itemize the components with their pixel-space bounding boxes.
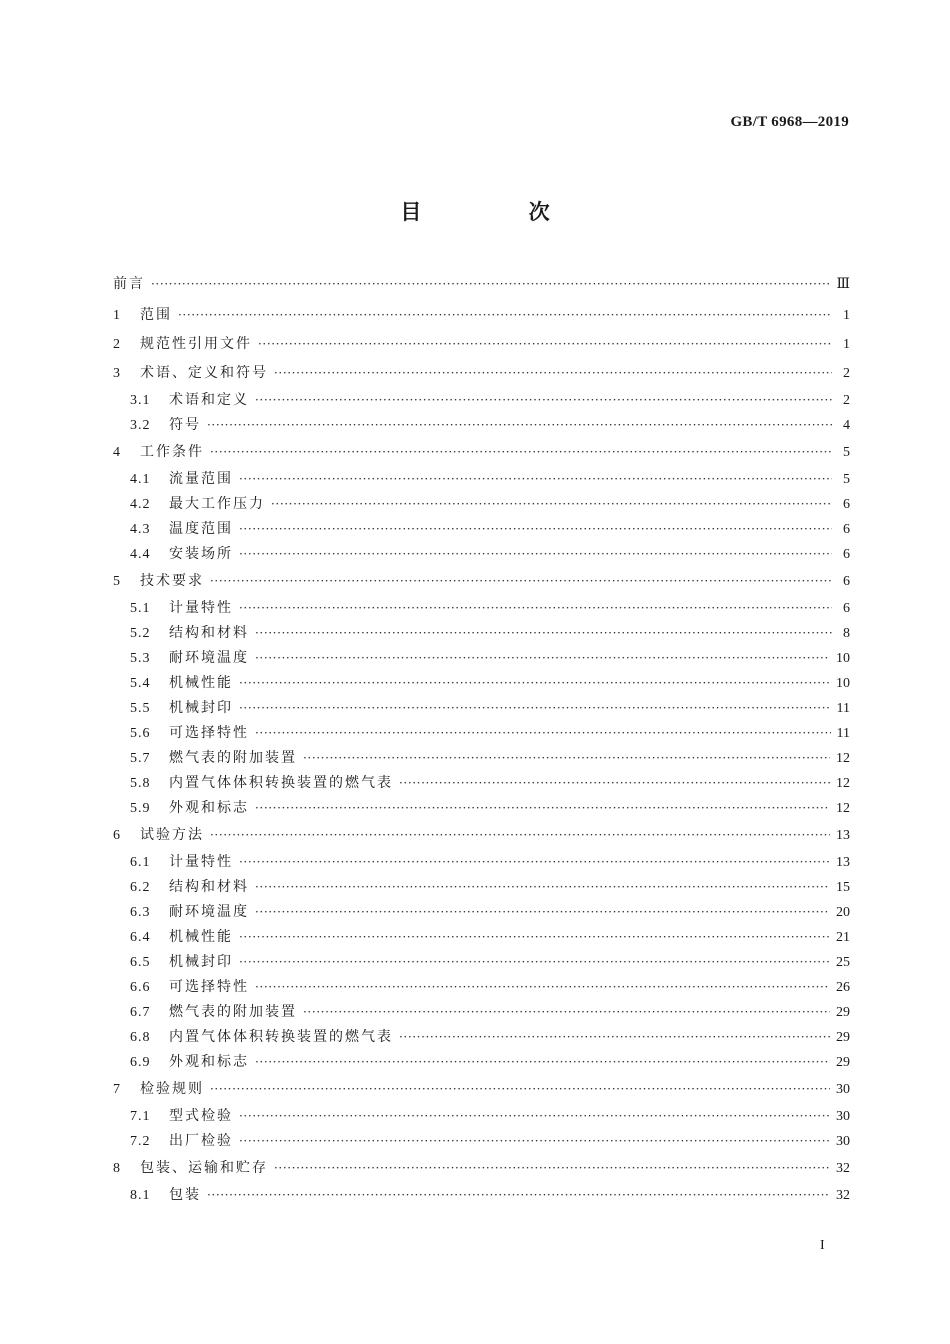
toc-entry-page: 13 (836, 855, 850, 870)
toc-entry-label: 试验方法 (140, 827, 204, 843)
toc-entry-label: 术语、定义和符号 (140, 365, 268, 381)
toc-entry-label: 型式检验 (169, 1108, 233, 1124)
toc-entry-page: 32 (836, 1188, 850, 1203)
toc-entry-page: 30 (836, 1134, 850, 1149)
toc-entry-label: 内置气体体积转换装置的燃气表 (169, 775, 393, 791)
toc-entry-label: 最大工作压力 (169, 496, 265, 512)
toc-entry-number: 6.5 (130, 955, 151, 970)
toc-entry[interactable] (113, 850, 850, 875)
toc-entry-page: 6 (843, 522, 850, 537)
toc-entry-page: 11 (836, 726, 850, 741)
toc-entry[interactable] (113, 746, 850, 771)
toc-entry[interactable] (113, 413, 850, 438)
toc-entry[interactable] (113, 1154, 850, 1183)
toc-leader-dots (239, 546, 832, 562)
toc-entry[interactable] (113, 621, 850, 646)
toc-entry-label: 温度范围 (169, 521, 233, 537)
toc-entry[interactable] (113, 821, 850, 850)
toc-entry-number: 5.8 (130, 776, 151, 791)
toc-entry-page: 13 (836, 828, 850, 843)
toc-entry-number: 5.7 (130, 751, 151, 766)
toc-entry[interactable] (113, 975, 850, 1000)
toc-entry[interactable] (113, 721, 850, 746)
toc-entry-page: 29 (836, 1005, 850, 1020)
toc-entry-number: 6.6 (130, 980, 151, 995)
toc-leader-dots (271, 496, 832, 512)
toc-entry[interactable] (113, 950, 850, 975)
toc-entry-number: 3.2 (130, 418, 151, 433)
toc-entry-page: 21 (836, 930, 850, 945)
toc-entry-number: 8 (113, 1161, 121, 1176)
toc-entry-number: 5.4 (130, 676, 151, 691)
toc-entry[interactable] (113, 1104, 850, 1129)
toc-entry-number: 7 (113, 1082, 121, 1097)
toc-entry[interactable] (113, 1025, 850, 1050)
toc-entry-label: 燃气表的附加装置 (169, 750, 297, 766)
toc-leader-dots (239, 675, 830, 691)
toc-entry-label: 结构和材料 (169, 879, 249, 895)
toc-entry[interactable] (113, 438, 850, 467)
toc-leader-dots (239, 471, 832, 487)
toc-entry-number: 4.3 (130, 522, 151, 537)
toc-entry-page: 12 (836, 801, 850, 816)
toc-entry[interactable] (113, 900, 850, 925)
toc-entry-page: 6 (843, 547, 850, 562)
toc-entry[interactable] (113, 796, 850, 821)
toc-leader-dots (210, 573, 832, 589)
toc-entry-number: 6.9 (130, 1055, 151, 1070)
toc-entry-number: 7.2 (130, 1134, 151, 1149)
toc-leader-dots (178, 307, 832, 323)
toc-entry-page: 12 (836, 776, 850, 791)
toc-entry-number: 6.2 (130, 880, 151, 895)
toc-entry-page: 30 (836, 1082, 850, 1097)
toc-entry-number: 4.1 (130, 472, 151, 487)
toc-entry-page: 2 (843, 366, 850, 381)
toc-entry-page: 29 (836, 1055, 850, 1070)
toc-leader-dots (239, 929, 830, 945)
toc-entry-number: 1 (113, 308, 121, 323)
toc-leader-dots (239, 1133, 830, 1149)
toc-entry-number: 6.3 (130, 905, 151, 920)
toc-entry[interactable] (113, 1075, 850, 1104)
toc-entry-page: 32 (836, 1161, 850, 1176)
toc-entry-label: 出厂检验 (169, 1133, 233, 1149)
toc-leader-dots (239, 954, 830, 970)
toc-leader-dots (399, 775, 830, 791)
toc-entry-label: 外观和标志 (169, 1054, 249, 1070)
toc-leader-dots (239, 600, 832, 616)
toc-entry-page: 6 (843, 574, 850, 589)
toc-leader-dots (239, 854, 830, 870)
toc-leader-dots (399, 1029, 830, 1045)
toc-entry[interactable] (113, 875, 850, 900)
toc-leader-dots (210, 827, 830, 843)
toc-leader-dots (207, 1187, 830, 1203)
toc-entry-label: 安装场所 (169, 546, 233, 562)
toc-entry-page: 6 (843, 497, 850, 512)
toc-leader-dots (255, 725, 831, 741)
toc-leader-dots (210, 444, 832, 460)
toc-entry[interactable] (113, 330, 850, 359)
toc-leader-dots (255, 800, 830, 816)
toc-entry[interactable] (113, 1183, 850, 1208)
toc-entry[interactable] (113, 925, 850, 950)
toc-entry-page: 29 (836, 1030, 850, 1045)
toc-entry-label: 流量范围 (169, 471, 233, 487)
toc-entry-page: 30 (836, 1109, 850, 1124)
toc-leader-dots (255, 392, 832, 408)
toc-entry-number: 5.1 (130, 601, 151, 616)
toc-leader-dots (255, 879, 830, 895)
toc-entry-page: 10 (836, 676, 850, 691)
toc-leader-dots (207, 417, 832, 433)
toc-entry-number: 6.7 (130, 1005, 151, 1020)
toc-entry[interactable] (113, 542, 850, 567)
toc-entry-page: 15 (836, 880, 850, 895)
toc-entry-label: 可选择特性 (169, 725, 249, 741)
toc-entry-page: 2 (843, 393, 850, 408)
toc-entry-page: 5 (843, 472, 850, 487)
toc-entry-page: 5 (843, 445, 850, 460)
toc-entry-label: 机械封印 (169, 700, 233, 716)
toc-leader-dots (210, 1081, 830, 1097)
toc-entry-page: 8 (843, 626, 850, 641)
toc-entry-number: 5.9 (130, 801, 151, 816)
toc-entry-number: 5.3 (130, 651, 151, 666)
toc-entry-label: 计量特性 (169, 600, 233, 616)
toc-leader-dots (255, 979, 830, 995)
toc-entry-number: 6.1 (130, 855, 151, 870)
toc-entry[interactable] (113, 517, 850, 542)
toc-entry-label: 术语和定义 (169, 392, 249, 408)
toc-entry-number: 5.5 (130, 701, 151, 716)
toc-entry-label: 规范性引用文件 (140, 336, 252, 352)
toc-entry[interactable] (113, 696, 850, 721)
toc-entry[interactable] (113, 596, 850, 621)
toc-entry-label: 结构和材料 (169, 625, 249, 641)
toc-entry-label: 检验规则 (140, 1081, 204, 1097)
toc-entry[interactable] (113, 671, 850, 696)
toc-entry-page: 12 (836, 751, 850, 766)
toc-entry-label: 机械性能 (169, 675, 233, 691)
toc-entry-label: 可选择特性 (169, 979, 249, 995)
toc-leader-dots (255, 1054, 830, 1070)
toc-leader-dots (274, 365, 832, 381)
toc-entry-number: 2 (113, 337, 121, 352)
toc-entry-label: 范围 (140, 307, 172, 323)
toc-entry[interactable] (113, 1050, 850, 1075)
toc-entry[interactable] (113, 359, 850, 388)
toc-leader-dots (239, 521, 832, 537)
toc-entry-page: 6 (843, 601, 850, 616)
toc-entry-number: 6.4 (130, 930, 151, 945)
page-number: I (820, 1238, 825, 1253)
toc-leader-dots (151, 276, 830, 292)
toc-entry-number: 3.1 (130, 393, 151, 408)
toc-entry-number: 5 (113, 574, 121, 589)
table-of-contents (113, 272, 850, 1208)
toc-entry-label: 前言 (113, 276, 145, 292)
toc-entry-page: 20 (836, 905, 850, 920)
toc-entry-number: 8.1 (130, 1188, 151, 1203)
toc-entry-number: 4 (113, 445, 121, 460)
toc-entry-label: 燃气表的附加装置 (169, 1004, 297, 1020)
toc-entry[interactable] (113, 388, 850, 413)
toc-leader-dots (255, 625, 832, 641)
toc-entry[interactable] (113, 492, 850, 517)
toc-entry[interactable] (113, 771, 850, 796)
toc-entry-label: 机械封印 (169, 954, 233, 970)
toc-entry-label: 机械性能 (169, 929, 233, 945)
toc-leader-dots (255, 904, 830, 920)
toc-entry-number: 3 (113, 366, 121, 381)
toc-entry-page: 1 (843, 308, 850, 323)
toc-entry-label: 外观和标志 (169, 800, 249, 816)
toc-entry-page: 25 (836, 955, 850, 970)
toc-entry-label: 技术要求 (140, 573, 204, 589)
toc-leader-dots (239, 700, 831, 716)
toc-entry[interactable] (113, 646, 850, 671)
toc-entry-page: 10 (836, 651, 850, 666)
toc-entry-number: 6 (113, 828, 121, 843)
toc-entry-label: 工作条件 (140, 444, 204, 460)
toc-entry-label: 包装 (169, 1187, 201, 1203)
toc-entry[interactable] (113, 467, 850, 492)
toc-entry-number: 7.1 (130, 1109, 151, 1124)
toc-entry-page: 4 (843, 418, 850, 433)
toc-entry[interactable] (113, 567, 850, 596)
toc-leader-dots (303, 750, 830, 766)
toc-entry-label: 耐环境温度 (169, 904, 249, 920)
toc-leader-dots (239, 1108, 830, 1124)
toc-entry-page: 26 (836, 980, 850, 995)
toc-leader-dots (255, 650, 830, 666)
toc-entry-number: 6.8 (130, 1030, 151, 1045)
toc-entry-number: 5.6 (130, 726, 151, 741)
toc-entry-page: Ⅲ (836, 277, 850, 292)
toc-entry-page: 1 (843, 337, 850, 352)
toc-entry[interactable] (113, 272, 850, 301)
toc-leader-dots (274, 1160, 830, 1176)
toc-entry-number: 4.4 (130, 547, 151, 562)
toc-entry-label: 计量特性 (169, 854, 233, 870)
toc-entry-label: 内置气体体积转换装置的燃气表 (169, 1029, 393, 1045)
toc-entry-label: 包装、运输和贮存 (140, 1160, 268, 1176)
standard-code: GB/T 6968—2019 (730, 114, 849, 130)
toc-leader-dots (258, 336, 832, 352)
toc-entry-page: 11 (836, 701, 850, 716)
toc-entry-label: 符号 (169, 417, 201, 433)
page-title: 目 次 (400, 200, 600, 224)
toc-leader-dots (303, 1004, 830, 1020)
toc-entry-number: 5.2 (130, 626, 151, 641)
toc-entry[interactable] (113, 1129, 850, 1154)
toc-entry[interactable] (113, 1000, 850, 1025)
toc-entry[interactable] (113, 301, 850, 330)
toc-entry-number: 4.2 (130, 497, 151, 512)
toc-entry-label: 耐环境温度 (169, 650, 249, 666)
